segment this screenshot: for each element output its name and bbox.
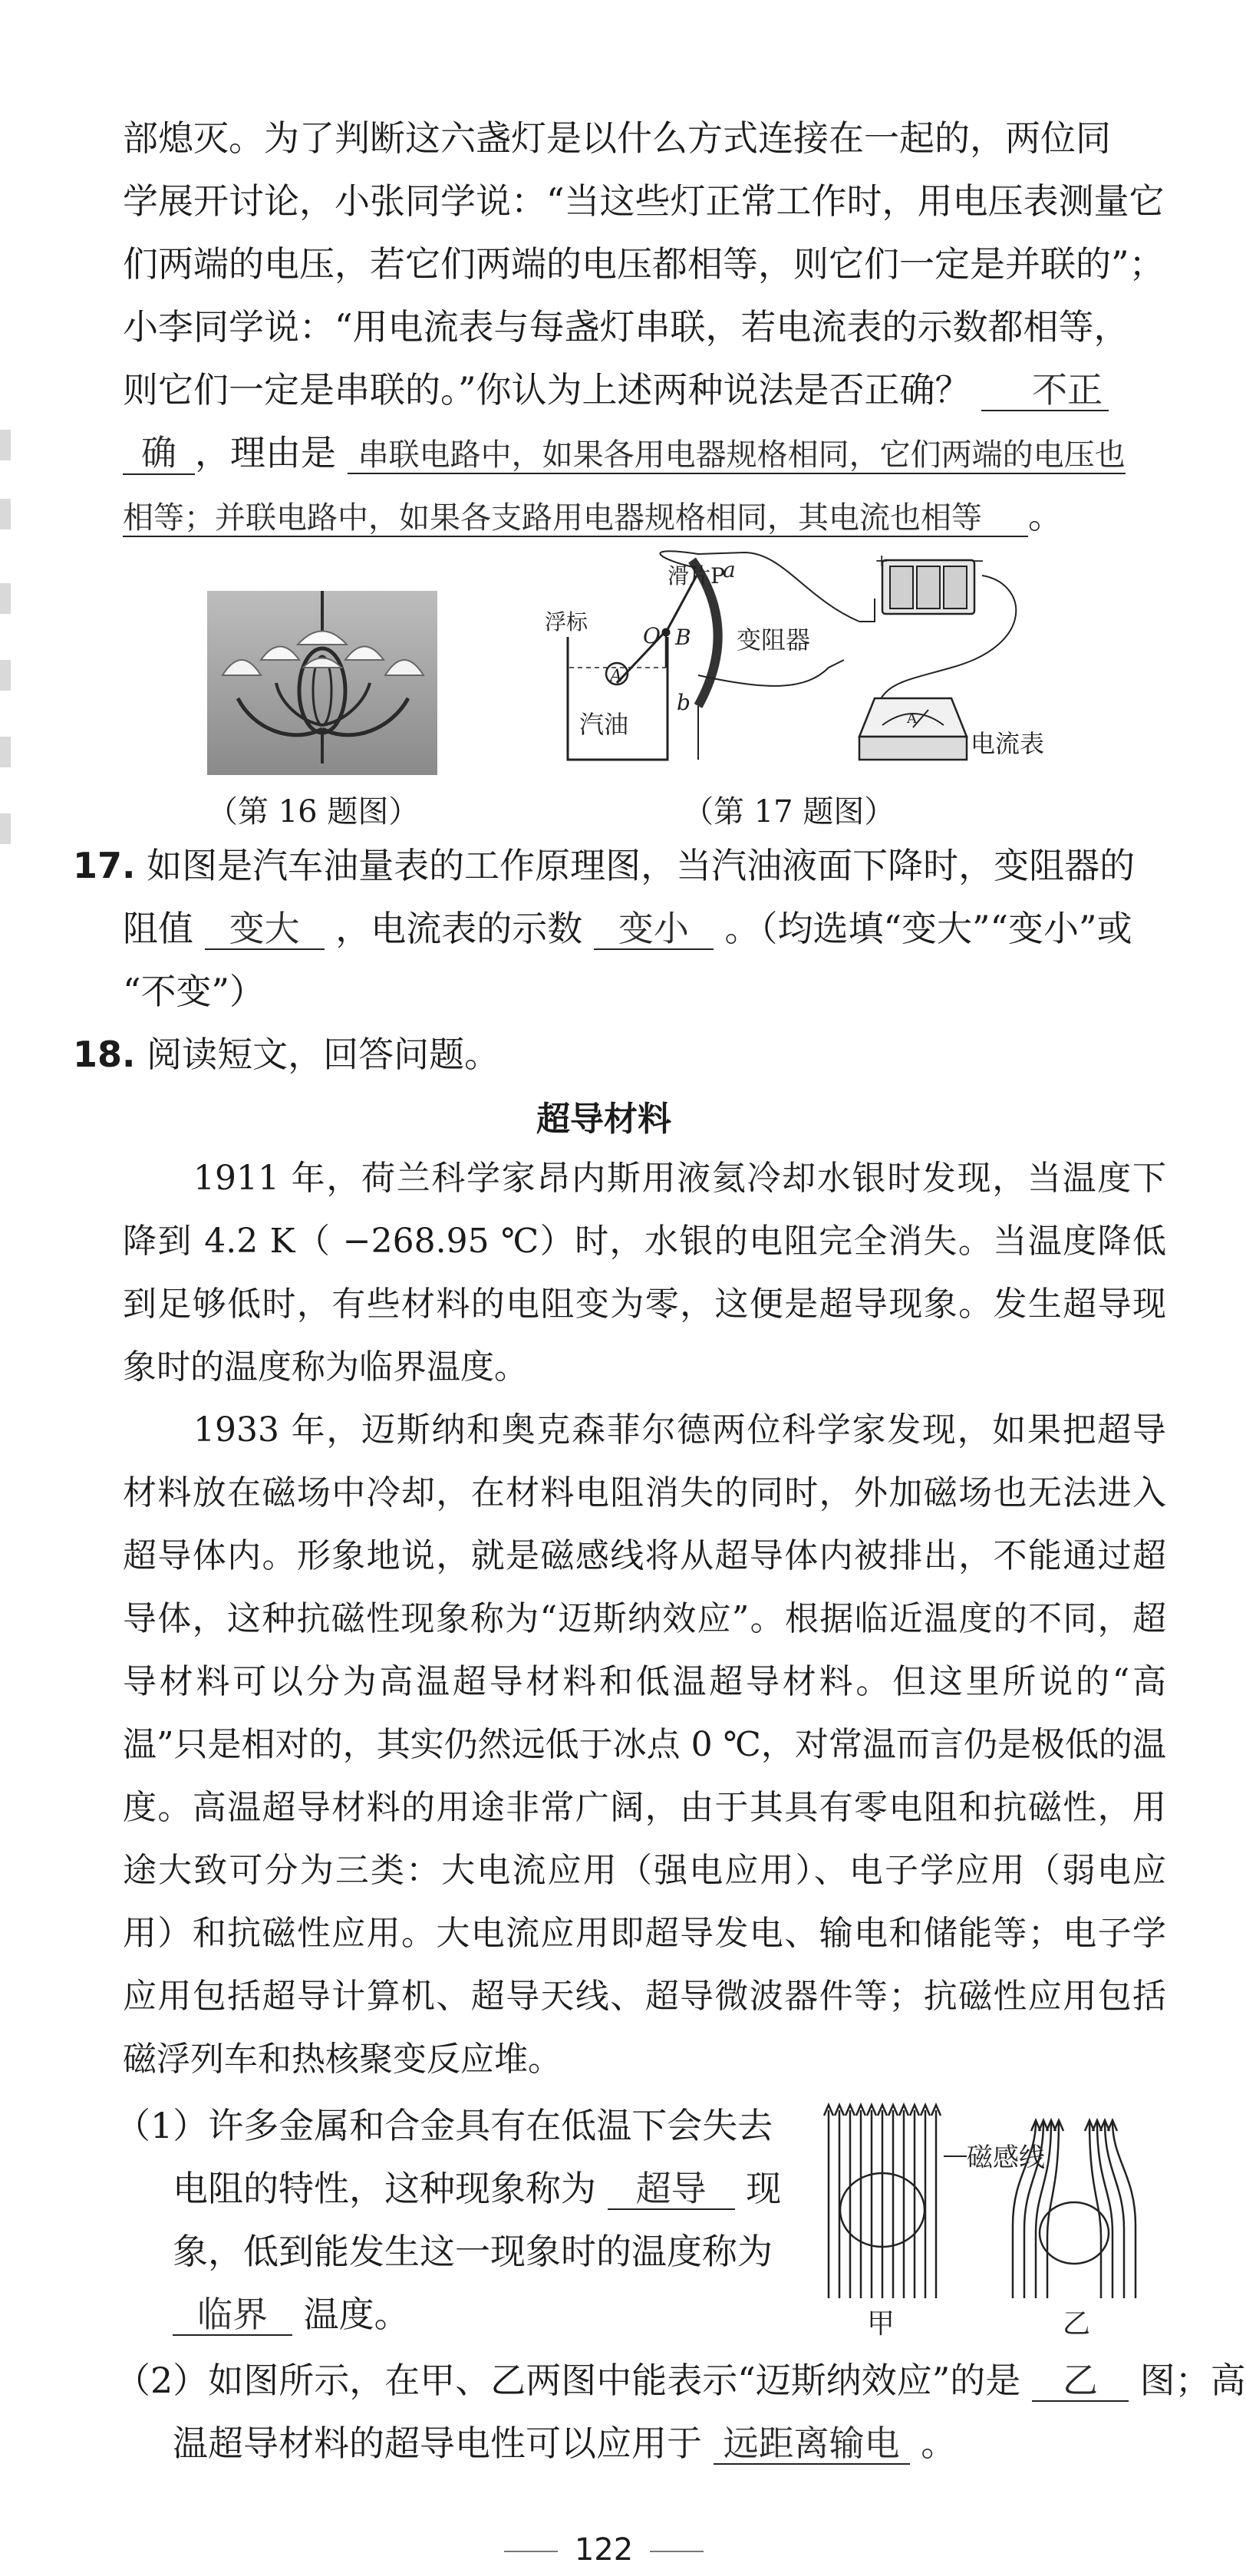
q18-sub2-text-1b: 图；高 — [1139, 2360, 1246, 2401]
q17-line-3: “不变”） — [123, 971, 265, 1012]
figure-yi-label: 乙 — [1063, 2308, 1091, 2340]
q18-intro: 阅读短文，回答问题。 — [147, 1034, 500, 1075]
field-lines-label: 磁感线 — [967, 2142, 1045, 2173]
label-a: a — [723, 557, 736, 582]
tank — [568, 637, 668, 760]
fig17-caption: （第 17 题图） — [683, 794, 895, 830]
q16-line-7 — [123, 493, 1063, 541]
label-slider: 滑片P — [668, 563, 725, 589]
q18-sub1-line-3: 象，低到能发生这一现象时的温度称为 — [173, 2231, 773, 2272]
margin-mark — [0, 583, 11, 614]
fig16-caption: （第 16 题图） — [207, 794, 420, 830]
page-number-dash-left — [504, 2551, 558, 2552]
q16-answer-reason-1: 串联电路中，如果各用电器规格相同，它们两端的电压也 — [348, 437, 1126, 474]
chandelier-photo — [207, 591, 437, 775]
q18-sub2-answer-1: 乙 — [1032, 2360, 1129, 2402]
q16-answer-correctness-part1: 不正 — [981, 370, 1109, 411]
label-rheostat: 变阻器 — [737, 625, 811, 655]
margin-mark — [0, 737, 11, 767]
q18-sub1-text-4b: 温度。 — [303, 2294, 410, 2335]
label-b-upper: B — [675, 625, 691, 650]
label-gasoline: 汽油 — [579, 710, 629, 739]
q17-text-2a: 阻值 — [123, 908, 193, 949]
q16-line-4: 小李同学说：“用电流表与每盏灯串联，若电流表的示数都相等， — [123, 306, 1129, 348]
margin-mark — [0, 813, 11, 844]
q18-sub2-text-2a: 温超导材料的超导电性可以应用于 — [173, 2423, 702, 2464]
figure-jia-label: 甲 — [867, 2308, 895, 2340]
q16-answer-correctness-part2: 确 — [123, 432, 195, 475]
fuel-gauge-circuit-diagram — [545, 552, 1082, 783]
q17-text-1: 如图是汽车油量表的工作原理图，当汽油液面下降时，变阻器的 — [147, 845, 1136, 886]
battery — [882, 560, 974, 614]
q16-line-6 — [123, 430, 1126, 478]
q18-sub2-line-2 — [173, 2420, 956, 2466]
q17-number: 17. — [73, 845, 136, 886]
q18-sub1-answer-2: 临界 — [173, 2294, 292, 2336]
meissner-effect-figure — [813, 2099, 1174, 2344]
q18-sub2-text-2b: 。 — [921, 2423, 957, 2464]
q18-sub1-text-2b: 现 — [746, 2168, 782, 2209]
q18-sub1-text-2a: 电阻的特性，这种现象称为 — [173, 2168, 596, 2209]
page-number-text: 122 — [574, 2532, 634, 2568]
q18-sub2-answer-2: 远距离输电 — [714, 2423, 910, 2465]
q16-line-5 — [123, 367, 1109, 413]
label-float-a: A — [610, 667, 622, 686]
article-paragraph-1: 1911 年，荷兰科学家昂内斯用液氦冷却水银时发现，当温度下降到 4.2 K（ −268.95 ℃）时，水银的电阻完全消失。当温度降低到足够低时，有些材料的电阻变为零，这便是超导现象。发生超导现象时的温度称为临界温度。 — [123, 1159, 1166, 1387]
q16-line-1: 部熄灭。为了判断这六盏灯是以什么方式连接在一起的，两位同 — [123, 117, 1111, 159]
label-b-lower: b — [677, 690, 691, 715]
margin-mark — [0, 499, 11, 529]
q17-answer-2: 变小 — [594, 909, 714, 950]
q18-line-1 — [73, 1031, 499, 1077]
page-number — [0, 2532, 1208, 2568]
q18-sub1-line-4 — [173, 2291, 410, 2337]
label-ammeter: 电流表 — [971, 729, 1045, 758]
page-number-dash-right — [650, 2551, 704, 2552]
q16-reason-label: ，理由是 — [195, 432, 336, 473]
q17-text-2c: 。（均选填“变大”“变小”或 — [724, 908, 1132, 949]
q18-sub1-answer-1: 超导 — [608, 2169, 735, 2210]
margin-mark — [0, 430, 11, 460]
article-paragraph-2: 1933 年，迈斯纳和奥克森菲尔德两位科学家发现，如果把超导材料放在磁场中冷却，在材料电阻消失的同时，外加磁场也无法进入超导体内。形象地说，就是磁感线将从超导体内被排出，不能通过超导体，这种抗磁性现象称为“迈斯纳效应”。根据临近温度的不同，超导材料可以分为高温超导材料和低温超导材料。但这里所说的“高温”只是相对的，其实仍然远低于冰点 0 ℃，对常温而言仍是极低的温度。高温超导材料的用途非常广阔，由于其具有零电阻和抗磁性，用途大致可分为三类：大电流应用（强电应用）、电子学应用（弱电应用）和抗磁性应用。大电流应用即超导发电、输电和储能等；电子学应用包括超导计算机、超导天线、超导微波器件等；抗磁性应用包括磁浮列车和热核聚变反应堆。 — [123, 1410, 1166, 2079]
q16-question-text: 则它们一定是串联的。”你认为上述两种说法是否正确？ — [123, 369, 971, 411]
label-plus: + — [875, 552, 889, 571]
margin-mark — [0, 660, 11, 691]
q16-line-3: 们两端的电压，若它们两端的电压都相等，则它们一定是并联的”； — [123, 243, 1165, 285]
q18-sub1-line-1: （1）许多金属和合金具有在低温下会失去 — [115, 2105, 773, 2146]
ammeter — [859, 698, 967, 760]
figure-jia — [824, 2105, 941, 2298]
q17-line-1 — [73, 843, 1135, 889]
q18-sub2-line-1 — [115, 2357, 1246, 2403]
q18-sub1-line-2 — [173, 2165, 781, 2212]
q18-sub2-text-1a: （2）如图所示，在甲、乙两图中能表示“迈斯纳效应”的是 — [115, 2360, 1021, 2401]
q18-number: 18. — [73, 1034, 136, 1075]
q17-line-2 — [123, 905, 1132, 952]
label-meter-a: A — [907, 711, 917, 727]
label-float: 浮标 — [545, 609, 588, 635]
q17-text-2b: ，电流表的示数 — [335, 908, 583, 949]
q17-answer-1: 变大 — [205, 909, 325, 950]
label-minus: − — [971, 552, 985, 571]
label-o: O — [643, 623, 661, 648]
q16-end-punct: 。 — [1028, 495, 1063, 536]
article-title: 超导材料 — [536, 1100, 671, 1139]
q16-line-2: 学展开讨论，小张同学说：“当这些灯正常工作时，用电压表测量它 — [123, 180, 1165, 222]
q16-answer-reason-2: 相等；并联电路中，如果各支路用电器规格相同，其电流也相等 — [123, 500, 1028, 537]
